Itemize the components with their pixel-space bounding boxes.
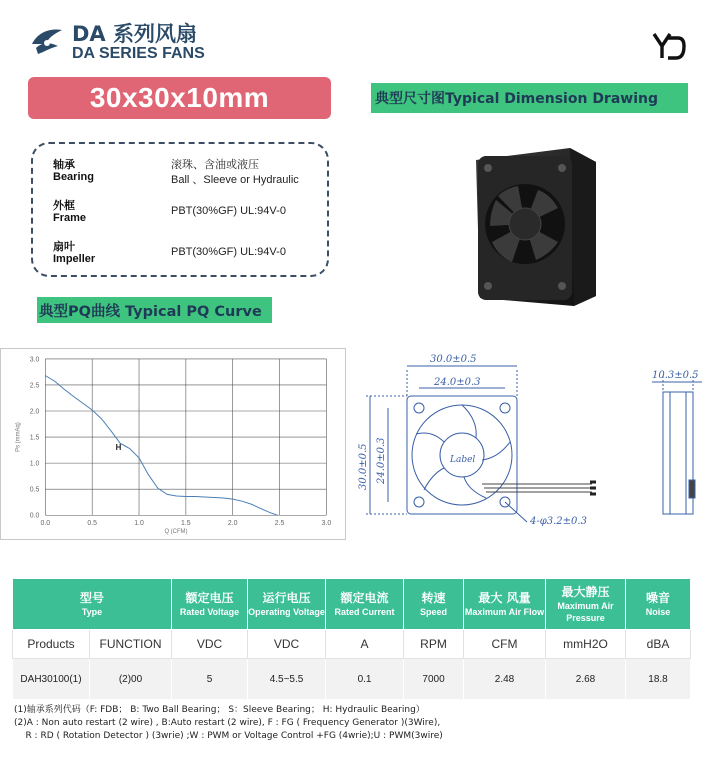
header-rated-current: 额定电流 Rated Current <box>326 579 404 630</box>
pq-curve-line <box>45 376 277 516</box>
unit-cell: mmH2O <box>546 630 626 659</box>
data-cell: 4.5~5.5 <box>248 659 326 700</box>
unit-cell: Products <box>13 630 90 659</box>
height-inner-dim: 24.0±0.3 <box>376 437 387 484</box>
spec-table <box>12 578 691 700</box>
x-tick-label: 1.0 <box>134 520 144 528</box>
table-units-row <box>13 630 691 659</box>
header-type: 型号 Type <box>13 579 172 630</box>
spec-value: PBT(30%GF) UL:94V-0 <box>171 205 286 217</box>
header-speed: 转速 Speed <box>404 579 464 630</box>
label-text: Label <box>450 455 476 465</box>
x-tick-label: 2.5 <box>274 520 285 528</box>
x-axis-label: Q (CFM) <box>164 529 188 536</box>
dimension-drawing-banner <box>371 83 688 113</box>
pq-curve-chart <box>0 348 346 540</box>
table-header-row <box>13 579 691 630</box>
curve-annotation-label: H <box>115 443 122 453</box>
spec-box <box>31 142 329 277</box>
spec-label-en: Bearing <box>53 171 94 183</box>
x-tick-label: 0.5 <box>87 520 97 528</box>
unit-cell: FUNCTION <box>90 630 172 659</box>
table-row <box>13 659 691 700</box>
brand-subtitle: DA SERIES FANS <box>72 45 205 62</box>
header-max-air-flow: 最大 风量 Maximum Air Flow <box>464 579 546 630</box>
spec-label-cn: 外框 <box>53 199 75 212</box>
fan-logo-icon <box>28 22 66 56</box>
y-tick-label: 2.5 <box>29 382 40 390</box>
spec-value-en: Ball 、Sleeve or Hydraulic <box>171 174 299 186</box>
dimension-drawing <box>352 350 711 540</box>
y-axis-label: Ps (mmAq) <box>15 422 22 452</box>
front-view <box>366 366 596 522</box>
unit-cell: VDC <box>172 630 248 659</box>
y-tick-label: 2.0 <box>29 408 40 416</box>
brand-title: DA 系列风扇 <box>72 22 197 46</box>
fan-product-image <box>470 146 600 311</box>
side-view <box>652 376 702 514</box>
spec-value-cn: 滚珠、含油或液压 <box>171 159 259 171</box>
footnote-function: (2)A : Non auto restart (2 wire) , B:Auto restart (2 wire), F : FG ( Frequency Generator )(3Wire), <box>14 718 441 728</box>
data-cell: 2.48 <box>464 659 546 700</box>
y-tick-label: 1.5 <box>29 434 40 442</box>
y-tick-label: 0.5 <box>29 486 40 494</box>
header-noise: 噪音 Noise <box>626 579 691 630</box>
x-tick-label: 2.0 <box>227 520 238 528</box>
pq-curve-banner <box>37 297 272 323</box>
data-cell: 0.1 <box>326 659 404 700</box>
spec-value: PBT(30%GF) UL:94V-0 <box>171 246 286 258</box>
data-cell: DAH30100(1) <box>13 659 90 700</box>
y-tick-label: 1.0 <box>29 460 40 468</box>
spec-label-cn: 轴承 <box>53 158 75 171</box>
x-tick-label: 1.5 <box>181 520 191 528</box>
header-max-air-pressure: 最大静压 Maximum Air Pressure <box>546 579 626 630</box>
spec-label-cn: 扇叶 <box>53 240 75 253</box>
y-tick-label: 3.0 <box>29 356 40 364</box>
data-cell: (2)00 <box>90 659 172 700</box>
unit-cell: RPM <box>404 630 464 659</box>
unit-cell: A <box>326 630 404 659</box>
data-cell: 2.68 <box>546 659 626 700</box>
x-tick-label: 0.0 <box>40 520 51 528</box>
data-cell: 5 <box>172 659 248 700</box>
brand-logo <box>28 18 228 66</box>
thickness-dim: 10.3±0.5 <box>652 370 699 381</box>
hole-dim: 4-φ3.2±0.3 <box>530 516 587 527</box>
unit-cell: dBA <box>626 630 691 659</box>
footnote-bearing: (1)轴承系列代码（F: FDB； B: Two Ball Bearing； S：Sleeve Bearing； H: Hydraulic Bearing） <box>14 705 425 715</box>
unit-cell: VDC <box>248 630 326 659</box>
header-operating-voltage: 运行电压 Operating Voltage <box>248 579 326 630</box>
header-rated-voltage: 额定电压 Rated Voltage <box>172 579 248 630</box>
x-tick-label: 3.0 <box>321 520 332 528</box>
width-inner-dim: 24.0±0.3 <box>434 377 481 388</box>
data-cell: 18.8 <box>626 659 691 700</box>
dimension-banner-label: 典型尺寸图Typical Dimension Drawing <box>375 91 659 107</box>
height-outer-dim: 30.0±0.5 <box>358 443 369 490</box>
spec-label-en: Impeller <box>53 253 96 265</box>
y-tick-label: 0.0 <box>29 512 40 520</box>
spec-label-en: Frame <box>53 212 87 224</box>
data-cell: 7000 <box>404 659 464 700</box>
pq-banner-label: 典型PQ曲线 Typical PQ Curve <box>39 304 262 320</box>
width-outer-dim: 30.0±0.5 <box>430 354 477 365</box>
yd-corner-logo <box>652 32 686 60</box>
size-banner: 30x30x10mm <box>28 77 331 119</box>
footnote-function-cont: R : RD ( Rotation Detector ) (3wrie) ;W : PWM or Voltage Control +FG (4wrie);U : PWM(3wire) <box>14 731 443 741</box>
unit-cell: CFM <box>464 630 546 659</box>
